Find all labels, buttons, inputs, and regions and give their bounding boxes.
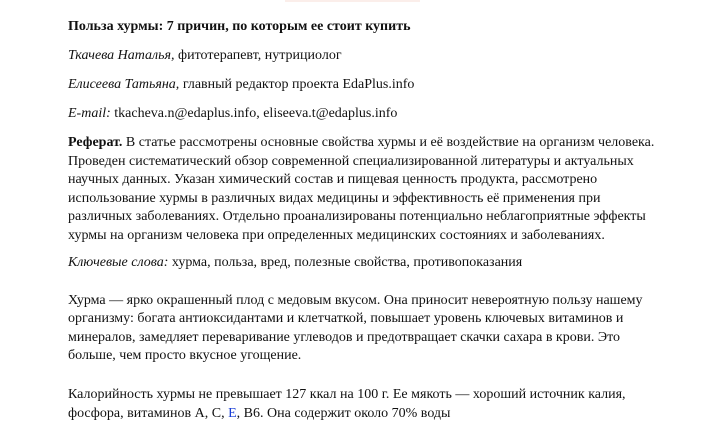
keywords: [68, 254, 658, 272]
author-role: главный редактор проекта EdaPlus.info: [179, 77, 415, 92]
email-addresses: tkacheva.n@edaplus.info, eliseeva.t@edaplus.info: [110, 106, 398, 121]
body-paragraph-2: [68, 386, 658, 423]
cut-line-end: , В6. Она содержит около 70% воды: [236, 405, 451, 421]
keywords-label: Ключевые слова:: [68, 254, 169, 270]
author-name: Елисеева Татьяна,: [68, 77, 180, 92]
article-title: Польза хурмы: 7 причин, по которым ее стоит купить: [68, 19, 411, 34]
abstract-text: В статье рассмотрены основные свойства хурмы и её воздействие на организм человека. Проведен систематический обзор современной специализированной литературы и актуальных научных данных. Указан химический состав и пищевая ценность продукта, рассмотрено использование хурмы в различных видах медицины и эффективность её применения при различных заболеваниях. Отдельно проанализированы потенциально неблагоприятные эффекты хурмы на организм человека при определенных медицинских состояниях и заболеваниях.: [68, 135, 655, 243]
author-role: фитотерапевт, нутрициолог: [174, 48, 342, 63]
cut-line-start: фосфора, витаминов А, С,: [68, 405, 229, 421]
abstract: [68, 134, 658, 246]
author-name: Ткачева Наталья,: [68, 48, 175, 63]
author-line-2: [68, 76, 658, 94]
email-label: E-mail:: [68, 106, 111, 121]
vitamin-e-link[interactable]: Е: [228, 405, 237, 421]
body-paragraph-1: Хурма — ярко окрашенный плод с медовым вкусом. Она приносит невероятную пользу нашему организму: богата антиоксидантами и клетчаткой, повышает уровень ключевых витаминов и минералов, замедляет переваривание углеводов и предотвращает скачки сахара в крови. Это больше, чем просто вкусное угощение.: [68, 292, 643, 364]
keywords-text: хурма, польза, вред, полезные свойства, противопоказания: [168, 254, 523, 270]
abstract-label: Реферат.: [68, 135, 123, 150]
author-line-1: [68, 47, 658, 65]
document-page: [68, 18, 658, 423]
email-line: [68, 105, 658, 123]
top-decorative-stripe: [285, 0, 420, 2]
body-paragraph-2-text: Калорийность хурмы не превышает 127 ккал на 100 г. Ее мякоть — хороший источник калия,: [68, 386, 626, 402]
